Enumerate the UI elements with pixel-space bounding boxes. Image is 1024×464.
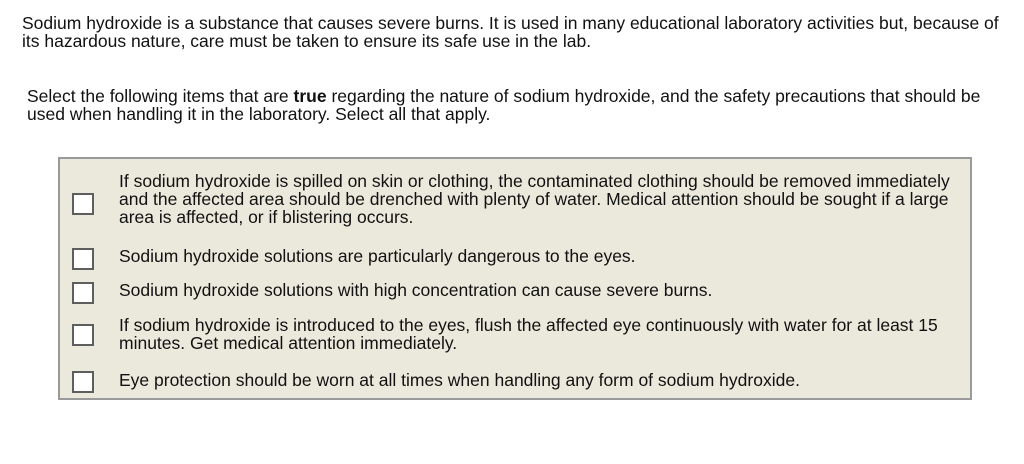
option-label[interactable]: Sodium hydroxide solutions with high concentration can cause severe burns. [119,280,713,300]
answer-options-panel [58,157,972,400]
prompt-emphasis: true [293,86,327,106]
intro-text: Sodium hydroxide is a substance that causes severe burns. It is used in many educational laboratory activities but, because of its hazardous nature, care must be taken to ensure its safe use in the lab. [22,13,999,51]
option-label[interactable]: If sodium hydroxide is spilled on skin or clothing, the contaminated clothing should be removed immediately and the affected area should be drenched with plenty of water. Medical attention should be sought if a large area is affected, or if blistering occurs. [119,171,950,227]
option-checkbox[interactable] [72,282,94,304]
option-checkbox[interactable] [72,193,94,215]
option-checkbox[interactable] [72,324,94,346]
prompt-text-before: Select the following items that are [27,86,294,106]
prompt-text-after: regarding the nature of sodium hydroxide, and the safety precautions that should be used when handling it in the laboratory. Select all that apply. [27,86,981,124]
option-checkbox[interactable] [72,248,94,270]
question-prompt [27,87,1017,123]
option-label[interactable]: If sodium hydroxide is introduced to the eyes, flush the affected eye continuously with water for at least 15 minutes. Get medical attention immediately. [119,315,938,353]
option-label[interactable]: Eye protection should be worn at all times when handling any form of sodium hydroxide. [119,370,800,390]
option-label[interactable]: Sodium hydroxide solutions are particularly dangerous to the eyes. [119,246,636,266]
option-checkbox[interactable] [72,371,94,393]
